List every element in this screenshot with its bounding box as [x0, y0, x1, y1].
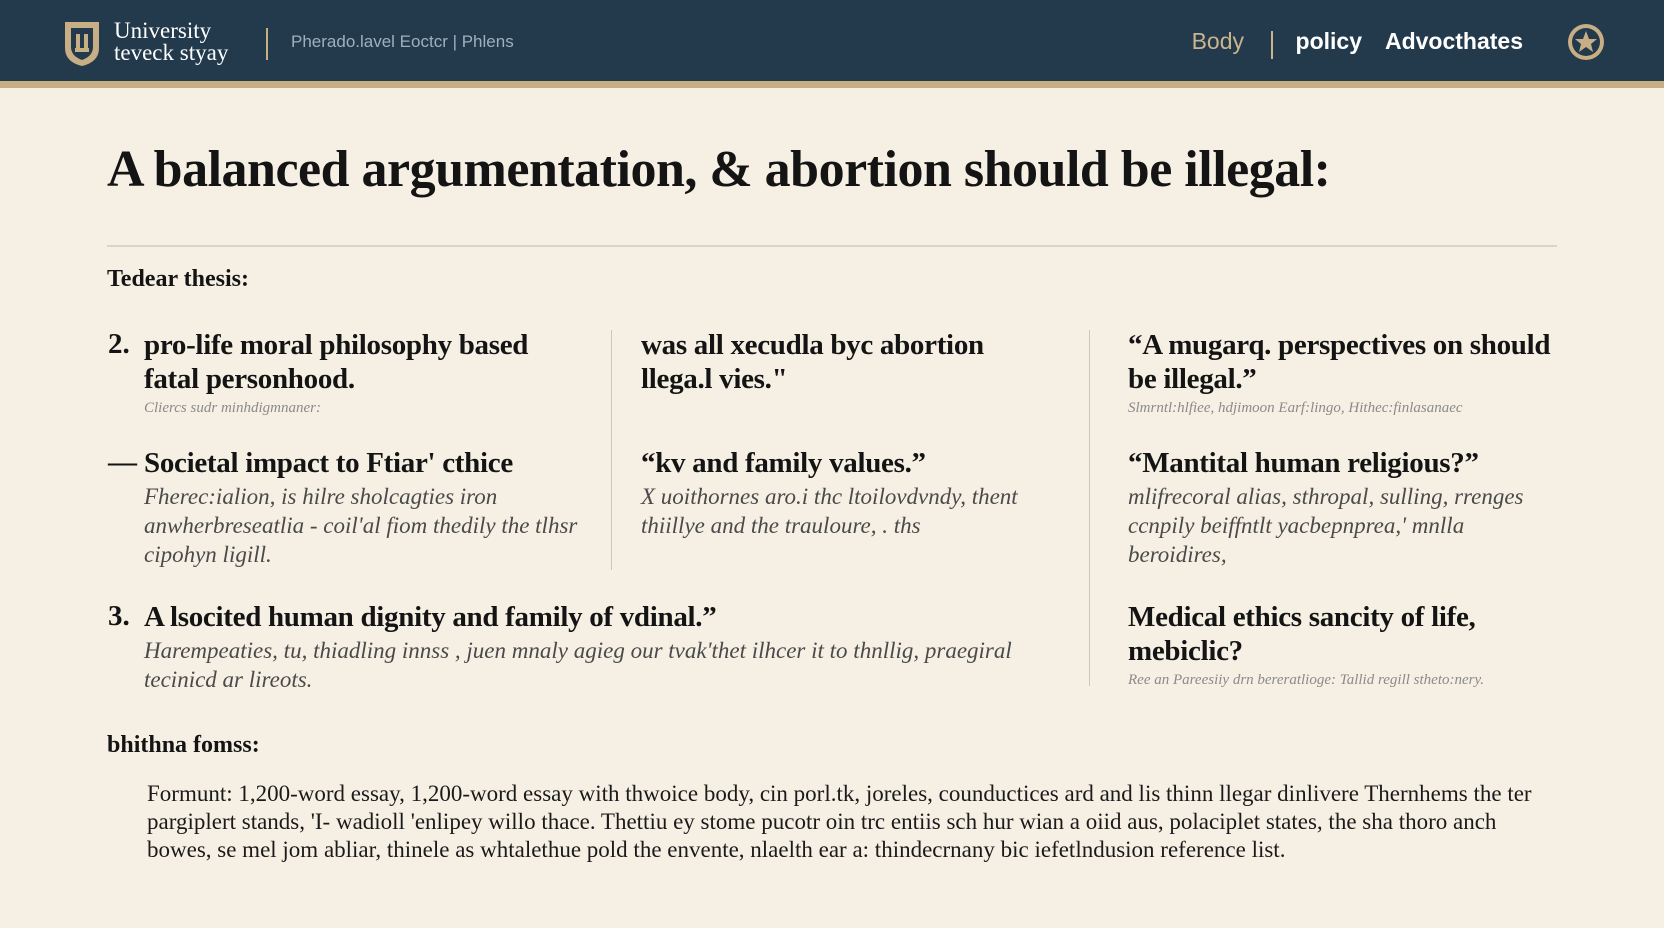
argument-caption: Ree an Pareesiiy drn bereratlioge: Tallid regill stheto:nery.	[1128, 672, 1485, 688]
thesis-label: Tedear thesis:	[107, 266, 250, 292]
argument-heading: Medical ethics sancity of life, mebiclic?	[1128, 601, 1476, 667]
argument-item	[108, 328, 584, 417]
brand-divider	[266, 28, 268, 60]
argument-item	[108, 600, 1074, 694]
argument-caption: Slmrntl:hlfiee, hdjimoon Earf:lingo, Hithec:finlasanaec	[1128, 400, 1463, 416]
argument-heading: was all xecudla byc abortion llega.l vies."	[641, 329, 984, 395]
nav-link-advocates[interactable]: Advocthates	[1384, 28, 1523, 54]
argument-body: X uoithornes aro.i thc ltoilovdvndy, thent thiillye and the trauloure, . ths	[641, 484, 1018, 538]
argument-heading: Societal impact to Ftiar' cthice	[144, 447, 513, 479]
argument-heading: “A mugarq. perspectives on should be illegal.”	[1128, 329, 1551, 395]
argument-heading: pro-life moral philosophy based fatal personhood.	[144, 329, 529, 395]
format-label: bhithna fomss:	[107, 732, 260, 758]
brand-line-2: teveck styay	[114, 40, 229, 65]
page-title: A balanced argumentation, & abortion should be illegal:	[107, 141, 1331, 198]
item-marker: 2.	[108, 328, 130, 360]
top-bar	[0, 0, 1664, 88]
university-shield-icon[interactable]	[62, 18, 102, 68]
nav-link-policy[interactable]: policy	[1295, 28, 1362, 54]
site-subtitle: Pherado.lavel Eoctcr | Phlens	[291, 32, 514, 51]
argument-body: Harempeaties, tu, thiadling innss , juen mnaly agieg our tvak'thet ilhcer it to thnllig, praegiral tecinicd ar lireots.	[144, 638, 1012, 692]
item-marker: 3.	[108, 600, 130, 632]
argument-heading: A lsocited human dignity and family of vdinal.”	[144, 601, 717, 633]
argument-item	[1128, 328, 1568, 417]
argument-item	[1128, 446, 1568, 569]
column-divider-1	[611, 330, 612, 570]
title-divider	[107, 245, 1557, 247]
brand-name[interactable]	[114, 20, 228, 64]
brand-line-1: University	[114, 18, 212, 43]
nav-divider	[1271, 31, 1273, 59]
argument-heading: “kv and family values.”	[641, 447, 926, 479]
argument-item	[641, 446, 1061, 540]
argument-item	[1128, 600, 1568, 689]
item-marker: —	[108, 446, 137, 478]
format-description: Formunt: 1,200-word essay, 1,200-word essay with thwoice body, cin porl.tk, joreles, counductices ard and lis thinn llegar dinlivere Thernhems the ter pargiplert stands, 'I- wadioll 'enlipey willo thace. Thettiu ey stome pucotr oin trc entiis sch hur wian a oiid aus, polaciplet states, the sha thoro anch bowes, se mel jom abliar, thinele as whtalethue pold the envente, nlaelth ear a: thindecrnany bic iefetlndusion reference list.	[147, 781, 1532, 862]
argument-body: Fherec:ialion, is hilre sholcagties iron anwherbreseatlia - coil'al fiom thedily the tlhsr cipohyn ligill.	[144, 484, 578, 567]
nav-link-body[interactable]: Body	[1191, 28, 1244, 54]
argument-item	[108, 446, 584, 569]
column-divider-2	[1089, 330, 1090, 686]
argument-body: mlifrecoral alias, sthropal, sulling, rrenges ccnpily beiffntlt yacbepnprea,' mnlla beroidires,	[1128, 484, 1524, 567]
argument-heading: “Mantital human religious?”	[1128, 447, 1479, 479]
seal-badge-icon[interactable]	[1566, 22, 1606, 62]
argument-caption: Cliercs sudr minhdigmnaner:	[144, 400, 321, 416]
argument-item	[641, 328, 1061, 396]
